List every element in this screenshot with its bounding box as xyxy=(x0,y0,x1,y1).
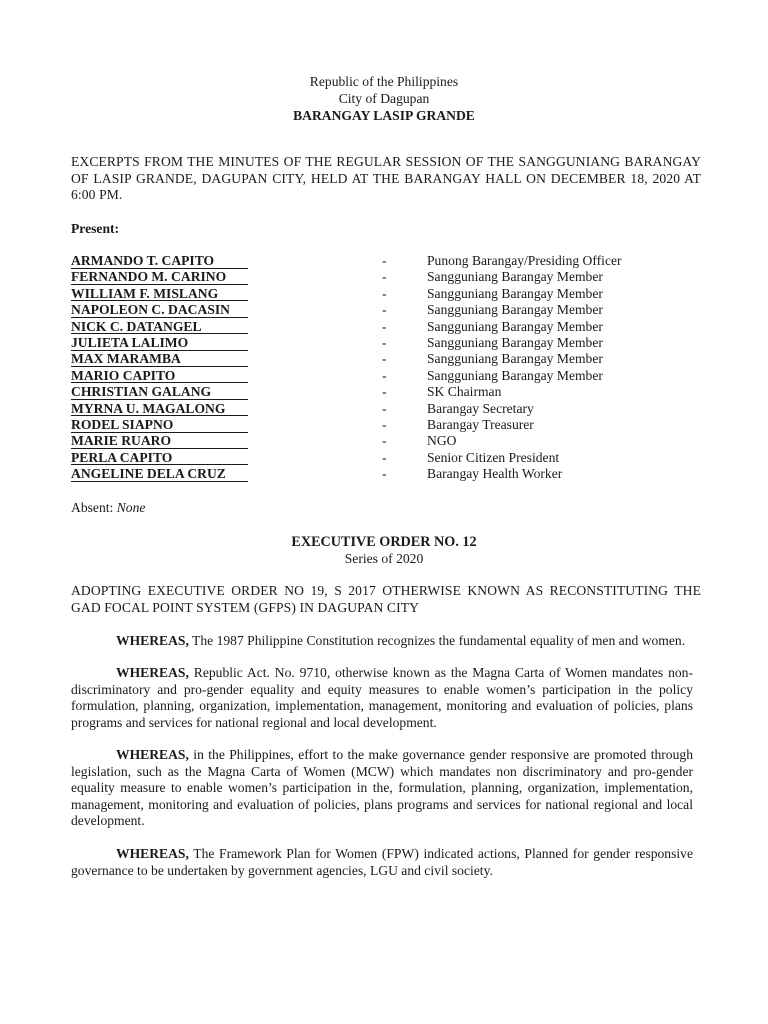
whereas-clause xyxy=(71,846,693,879)
member-name: ANGELINE DELA CRUZ xyxy=(71,466,248,482)
member-role: Barangay Secretary xyxy=(427,400,534,416)
whereas-text: The Framework Plan for Women (FPW) indicated actions, Planned for gender responsive governance to be undertaken by government agencies, LGU and civil society. xyxy=(71,846,693,878)
separator-dash: - xyxy=(382,302,387,318)
member-name: PERLA CAPITO xyxy=(71,450,248,466)
header-republic: Republic of the Philippines xyxy=(309,74,459,89)
absent-line xyxy=(71,500,145,517)
member-name: NAPOLEON C. DACASIN xyxy=(71,302,248,318)
separator-dash: - xyxy=(382,449,387,465)
member-name: WILLIAM F. MISLANG xyxy=(71,286,248,302)
separator-dash: - xyxy=(382,433,387,449)
member-name: RODEL SIAPNO xyxy=(71,417,248,433)
attendance-row xyxy=(71,466,691,482)
member-role: Sangguniang Barangay Member xyxy=(427,318,603,334)
attendance-row xyxy=(71,450,691,466)
member-role: Barangay Treasurer xyxy=(427,416,534,432)
whereas-lead: WHEREAS, xyxy=(116,846,189,861)
member-role: Barangay Health Worker xyxy=(427,466,563,482)
minutes-excerpt-heading: EXCERPTS FROM THE MINUTES OF THE REGULAR SESSION OF THE SANGGUNIANG BARANGAY OF LASIP GRANDE, DAGUPAN CITY, HELD AT THE BARANGAY HALL ON DECEMBER 18, 2020 AT 6:00 PM. xyxy=(71,154,701,203)
whereas-lead: WHEREAS, xyxy=(116,633,189,648)
member-name: ARMANDO T. CAPITO xyxy=(71,253,248,269)
whereas-lead: WHEREAS, xyxy=(116,665,189,680)
member-role: Sangguniang Barangay Member xyxy=(427,302,603,318)
attendance-row xyxy=(71,368,691,384)
separator-dash: - xyxy=(382,253,387,268)
whereas-clause xyxy=(71,665,693,731)
present-label: Present: xyxy=(71,221,120,236)
separator-dash: - xyxy=(382,416,387,432)
member-role: NGO xyxy=(427,433,457,449)
member-name: FERNANDO M. CARINO xyxy=(71,269,248,285)
separator-dash: - xyxy=(382,351,387,367)
absent-value: None xyxy=(116,500,146,515)
member-role: Senior Citizen President xyxy=(427,449,560,465)
whereas-text: Republic Act. No. 9710, otherwise known as the Magna Carta of Women mandates non-discriminatory and pro-gender equality and equity measures to enable women’s participation in the policy formulation, planning, organization, implementation, management, monitoring and evaluation of policies, plans programs and services for national regional and local development. xyxy=(71,665,693,730)
separator-dash: - xyxy=(382,318,387,334)
member-role: Punong Barangay/Presiding Officer xyxy=(427,253,622,268)
member-role: Sangguniang Barangay Member xyxy=(427,285,603,301)
separator-dash: - xyxy=(382,269,387,285)
attendance-row xyxy=(71,269,691,285)
member-role: Sangguniang Barangay Member xyxy=(427,351,603,367)
header-barangay: BARANGAY LASIP GRANDE xyxy=(293,108,475,123)
separator-dash: - xyxy=(382,334,387,350)
attendance-row xyxy=(71,302,691,318)
absent-label: Absent: xyxy=(71,500,114,515)
whereas-lead: WHEREAS, xyxy=(116,747,189,762)
member-name: MARIE RUARO xyxy=(71,433,248,449)
header-city: City of Dagupan xyxy=(338,91,430,106)
separator-dash: - xyxy=(382,367,387,383)
attendance-row xyxy=(71,351,691,367)
member-name: CHRISTIAN GALANG xyxy=(71,384,248,400)
separator-dash: - xyxy=(382,285,387,301)
whereas-text: in the Philippines, effort to the make governance gender responsive are promoted through legislation, such as the Magna Carta of Women (MCW) which mandates non discriminatory and pro-gender equality measure to enable women’s participation in the, formulation, planning, organization, implementation, management, monitoring and evaluation of policies, plans programs and services for national regional and local development. xyxy=(71,747,693,829)
attendance-row xyxy=(71,253,691,269)
attendance-row xyxy=(71,286,691,302)
attendance-row xyxy=(71,335,691,351)
whereas-clause xyxy=(71,633,693,650)
member-name: JULIETA LALIMO xyxy=(71,335,248,351)
member-name: NICK C. DATANGEL xyxy=(71,319,248,335)
attendance-row xyxy=(71,384,691,400)
member-role: Sangguniang Barangay Member xyxy=(427,334,603,350)
whereas-text: The 1987 Philippine Constitution recognizes the fundamental equality of men and women. xyxy=(188,633,686,648)
executive-order-subject: ADOPTING EXECUTIVE ORDER NO 19, S 2017 OTHERWISE KNOWN AS RECONSTITUTING THE GAD FOCAL POINT SYSTEM (GFPS) IN DAGUPAN CITY xyxy=(71,583,701,615)
attendance-list xyxy=(71,253,691,482)
separator-dash: - xyxy=(382,384,387,400)
member-name: MYRNA U. MAGALONG xyxy=(71,401,248,417)
executive-order-series: Series of 2020 xyxy=(344,551,424,566)
separator-dash: - xyxy=(382,466,387,482)
member-name: MAX MARAMBA xyxy=(71,351,248,367)
separator-dash: - xyxy=(382,400,387,416)
member-role: Sangguniang Barangay Member xyxy=(427,367,603,383)
attendance-row xyxy=(71,319,691,335)
attendance-row xyxy=(71,433,691,449)
executive-order-title: EXECUTIVE ORDER NO. 12 xyxy=(291,534,477,550)
member-role: SK Chairman xyxy=(427,384,502,400)
document-header xyxy=(0,73,768,124)
member-role: Sangguniang Barangay Member xyxy=(427,269,603,285)
whereas-clause xyxy=(71,747,693,830)
attendance-row xyxy=(71,417,691,433)
attendance-row xyxy=(71,401,691,417)
member-name: MARIO CAPITO xyxy=(71,368,248,384)
